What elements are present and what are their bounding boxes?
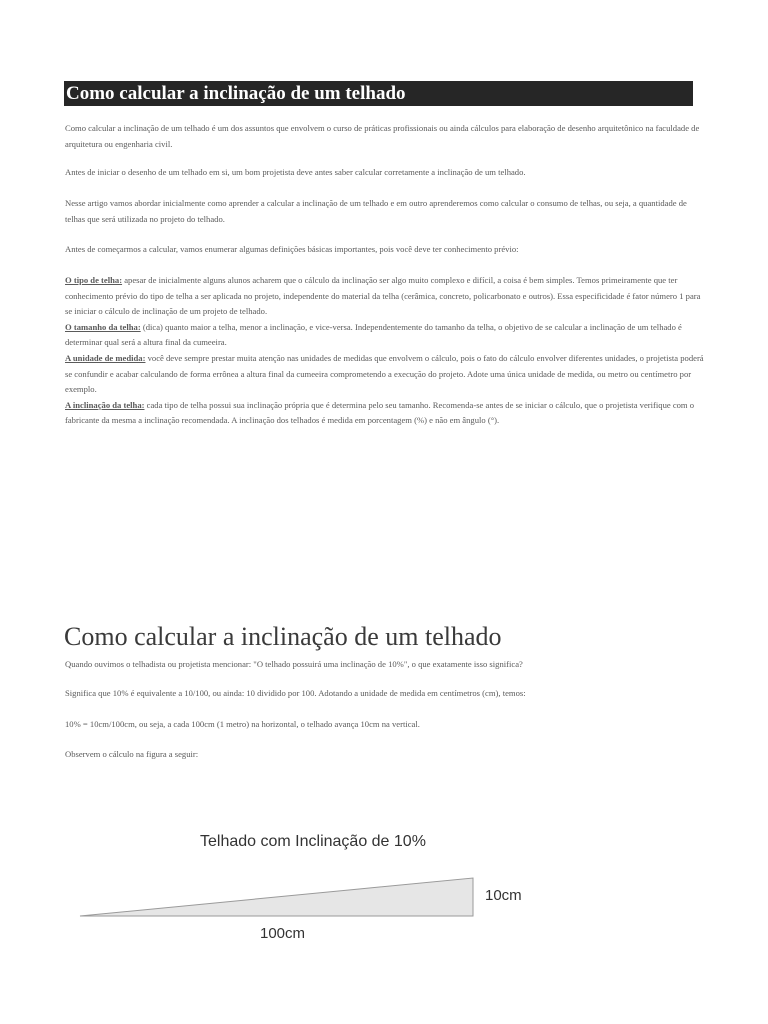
- intro-text-1: Como calcular a inclinação de um telhado é um dos assuntos que envolvem o curso de práticas profissionais ou ainda cálculos para elaboração de desenho arquitetônico na faculdade de arquitetura ou engenharia civil.: [65, 123, 700, 149]
- intro-paragraph-3: [65, 196, 705, 227]
- definition-term: O tipo de telha:: [65, 275, 123, 285]
- height-label: 10cm: [485, 887, 522, 904]
- section-paragraph-2: Significa que 10% é equivalente a 10/100, ou ainda: 10 dividido por 100. Adotando a unidade de medida em centímetros (cm), temos:: [65, 688, 526, 698]
- definition-text: apesar de inicialmente alguns alunos acharem que o cálculo da inclinação ser algo muito complexo e difícil, a coisa é bem simples. Temos primeiramente que ter conhecimento prévio do tipo de telha a ser aplicada no projeto, independente do material da telha (cerâmica, concreto, policarbonato e outros). Essa especificidade é fator número 1 para se iniciar o cálculo de inclinação de um projeto de telhado.: [65, 275, 701, 317]
- definition-text: cada tipo de telha possui sua inclinação própria que é determina pelo seu tamanho. Recomenda-se antes de se iniciar o cálculo, que o projetista verifique com o fabricante da mesma a inclinação recomendada. A inclinação dos telhados é medida em porcentagem (%) e não em ângulo (°).: [65, 399, 695, 426]
- definition-item: [65, 398, 705, 429]
- intro-text-2: Antes de iniciar o desenho de um telhado em si, um bom projetista deve antes saber calcular corretamente a inclinação de um telhado.: [65, 167, 526, 177]
- intro-paragraph-1: [65, 121, 705, 152]
- definitions-list: [65, 273, 705, 429]
- definition-text: você deve sempre prestar muita atenção nas unidades de medidas que envolvem o cálculo, pois o fato do cálculo envolver diferentes unidades, o projetista poderá se confundir e acabar calculando de forma errônea a altura final da cumeeira comprometendo a execução do projeto. Adote uma única unidade de medida, ou metro ou centímetro por exemplo.: [65, 352, 704, 395]
- definition-item: [65, 351, 705, 398]
- section-paragraph-4: Observem o cálculo na figura a seguir:: [65, 749, 199, 759]
- definition-term: A unidade de medida:: [65, 352, 146, 363]
- section-paragraph-3: 10% = 10cm/100cm, ou seja, a cada 100cm (1 metro) na horizontal, o telhado avança 10cm na vertical.: [65, 719, 420, 729]
- intro-text-4: Antes de começarmos a calcular, vamos enumerar algumas definições básicas importantes, pois você deve ter conhecimento prévio:: [65, 244, 519, 254]
- definition-term: O tamanho da telha:: [65, 321, 141, 332]
- intro-text-3: Nesse artigo vamos abordar inicialmente como aprender a calcular a inclinação de um telhado e em outro aprenderemos como calcular o consumo de telhas, ou seja, a quantidade de telhas que será utilizada no projeto do telhado.: [65, 198, 687, 224]
- definition-item: [65, 320, 705, 351]
- slope-triangle: [80, 878, 473, 916]
- page-title: Como calcular a inclinação de um telhado: [64, 81, 693, 106]
- intro-paragraph-2: [65, 165, 705, 181]
- slope-figure: [60, 825, 580, 955]
- figure-title: Telhado com Inclinação de 10%: [200, 833, 426, 850]
- definition-text: (dica) quanto maior a telha, menor a inclinação, e vice-versa. Independentemente do tamanho da telha, o objetivo de se calcular a inclinação de um telhado é determinar qual será a altura final da cumeeira.: [65, 321, 682, 348]
- definition-term: A inclinação da telha:: [65, 399, 145, 410]
- definition-item: [65, 273, 705, 320]
- base-label: 100cm: [260, 925, 306, 942]
- section-paragraph-1: Quando ouvimos o telhadista ou projetista mencionar: "O telhado possuirá uma inclinação de 10%", o que exatamente isso significa?: [65, 659, 523, 669]
- intro-paragraph-4: [65, 242, 705, 258]
- section-heading: Como calcular a inclinação de um telhado: [64, 622, 502, 651]
